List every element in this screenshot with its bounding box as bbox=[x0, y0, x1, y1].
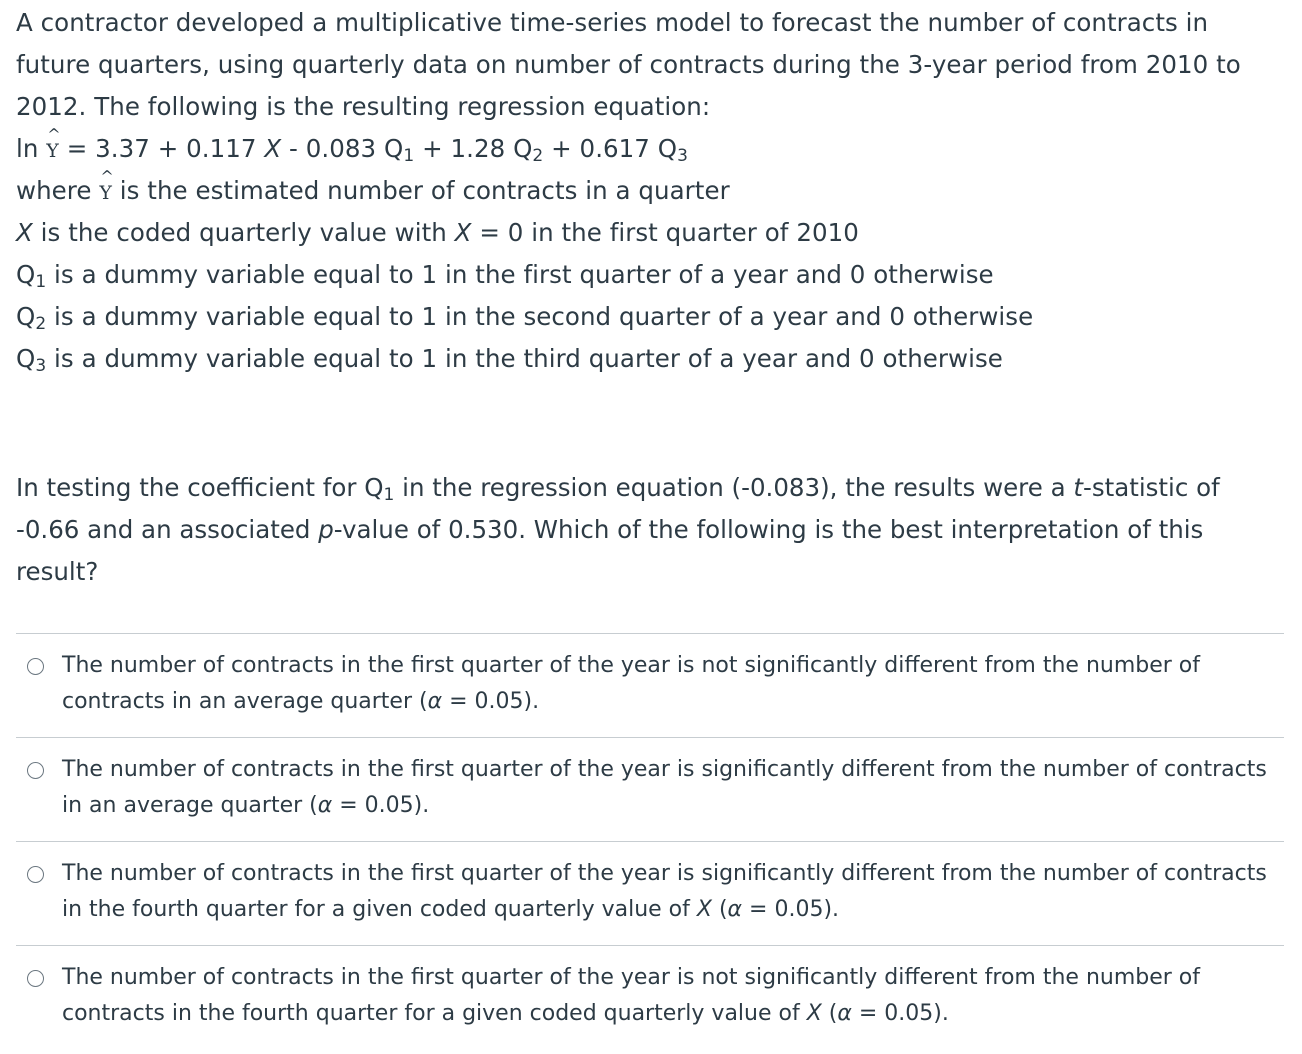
intro-line-1: A contractor developed a multiplicative time-series model to forecast the number of contracts in bbox=[16, 8, 1209, 37]
radio-button[interactable] bbox=[27, 866, 44, 883]
q3-definition: $Q_3$ is a dummy variable equal to 1 in the third quarter of a year and 0 otherwise bbox=[16, 344, 1003, 376]
eq-sub-2: 2 bbox=[532, 146, 544, 166]
yhat-symbol: ^ Y bbox=[46, 125, 61, 162]
q1-definition: $Q_1$ is a dummy variable equal to 1 in the first quarter of a year and 0 otherwise bbox=[16, 260, 994, 292]
answer-label[interactable]: The number of contracts in the first quarter of the year is significantly different from the number of contracts in an average quarter (α = 0.05). bbox=[62, 757, 1267, 818]
eq-part-1: = 3.37 + 0.117 bbox=[58, 134, 265, 163]
answer-list bbox=[16, 633, 1284, 1049]
eq-part-3: + 1.28 Q bbox=[414, 134, 533, 163]
radio-button[interactable] bbox=[27, 970, 44, 987]
eq-x: X bbox=[264, 134, 282, 163]
answer-option-3[interactable] bbox=[16, 841, 1284, 945]
regression-equation bbox=[16, 125, 1286, 170]
intro-line-2: future quarters, using quarterly data on number of contracts during the 3-year period from 2010 to bbox=[16, 50, 1241, 79]
intro-line-3: 2012. The following is the resulting regression equation: bbox=[16, 92, 711, 121]
question-text: In testing the coefficient for $Q_1$ in the regression equation (-0.083), the results were a t-statistic of -0.66 and an associated p-value of 0.530. Which of the following is the best interpretation of this result? bbox=[16, 473, 1220, 586]
answer-label[interactable]: The number of contracts in the first quarter of the year is not significantly different from the number of contracts in an average quarter (α = 0.05). bbox=[62, 653, 1201, 714]
eq-sub-1: 1 bbox=[403, 146, 415, 166]
q2-definition: $Q_2$ is a dummy variable equal to 1 in the second quarter of a year and 0 otherwise bbox=[16, 302, 1034, 334]
answer-option-1[interactable] bbox=[16, 633, 1284, 737]
where-line: where ^ Y is the estimated number of contracts in a quarter bbox=[16, 167, 730, 205]
x-definition: X is the coded quarterly value with X = 0 in the first quarter of 2010 bbox=[16, 218, 859, 247]
hat-mark: ^ bbox=[47, 125, 61, 144]
eq-part-4: + 0.617 Q bbox=[543, 134, 678, 163]
answer-label[interactable]: The number of contracts in the first quarter of the year is significantly different from the number of contracts in the fourth quarter for a given coded quarterly value of X (α = 0.05). bbox=[62, 861, 1267, 922]
question-stem bbox=[16, 2, 1286, 380]
eq-ln: ln bbox=[16, 134, 39, 163]
radio-button[interactable] bbox=[27, 762, 44, 779]
yhat-symbol-where: ^ Y bbox=[99, 167, 114, 204]
eq-sub-3: 3 bbox=[677, 146, 688, 166]
answer-option-4[interactable] bbox=[16, 945, 1284, 1049]
eq-part-2: - 0.083 Q bbox=[281, 134, 404, 163]
radio-button[interactable] bbox=[27, 658, 44, 675]
answer-option-2[interactable] bbox=[16, 737, 1284, 841]
answer-label[interactable]: The number of contracts in the first quarter of the year is not significantly different from the number of contracts in the fourth quarter for a given coded quarterly value of X (α = 0.05). bbox=[62, 965, 1201, 1026]
